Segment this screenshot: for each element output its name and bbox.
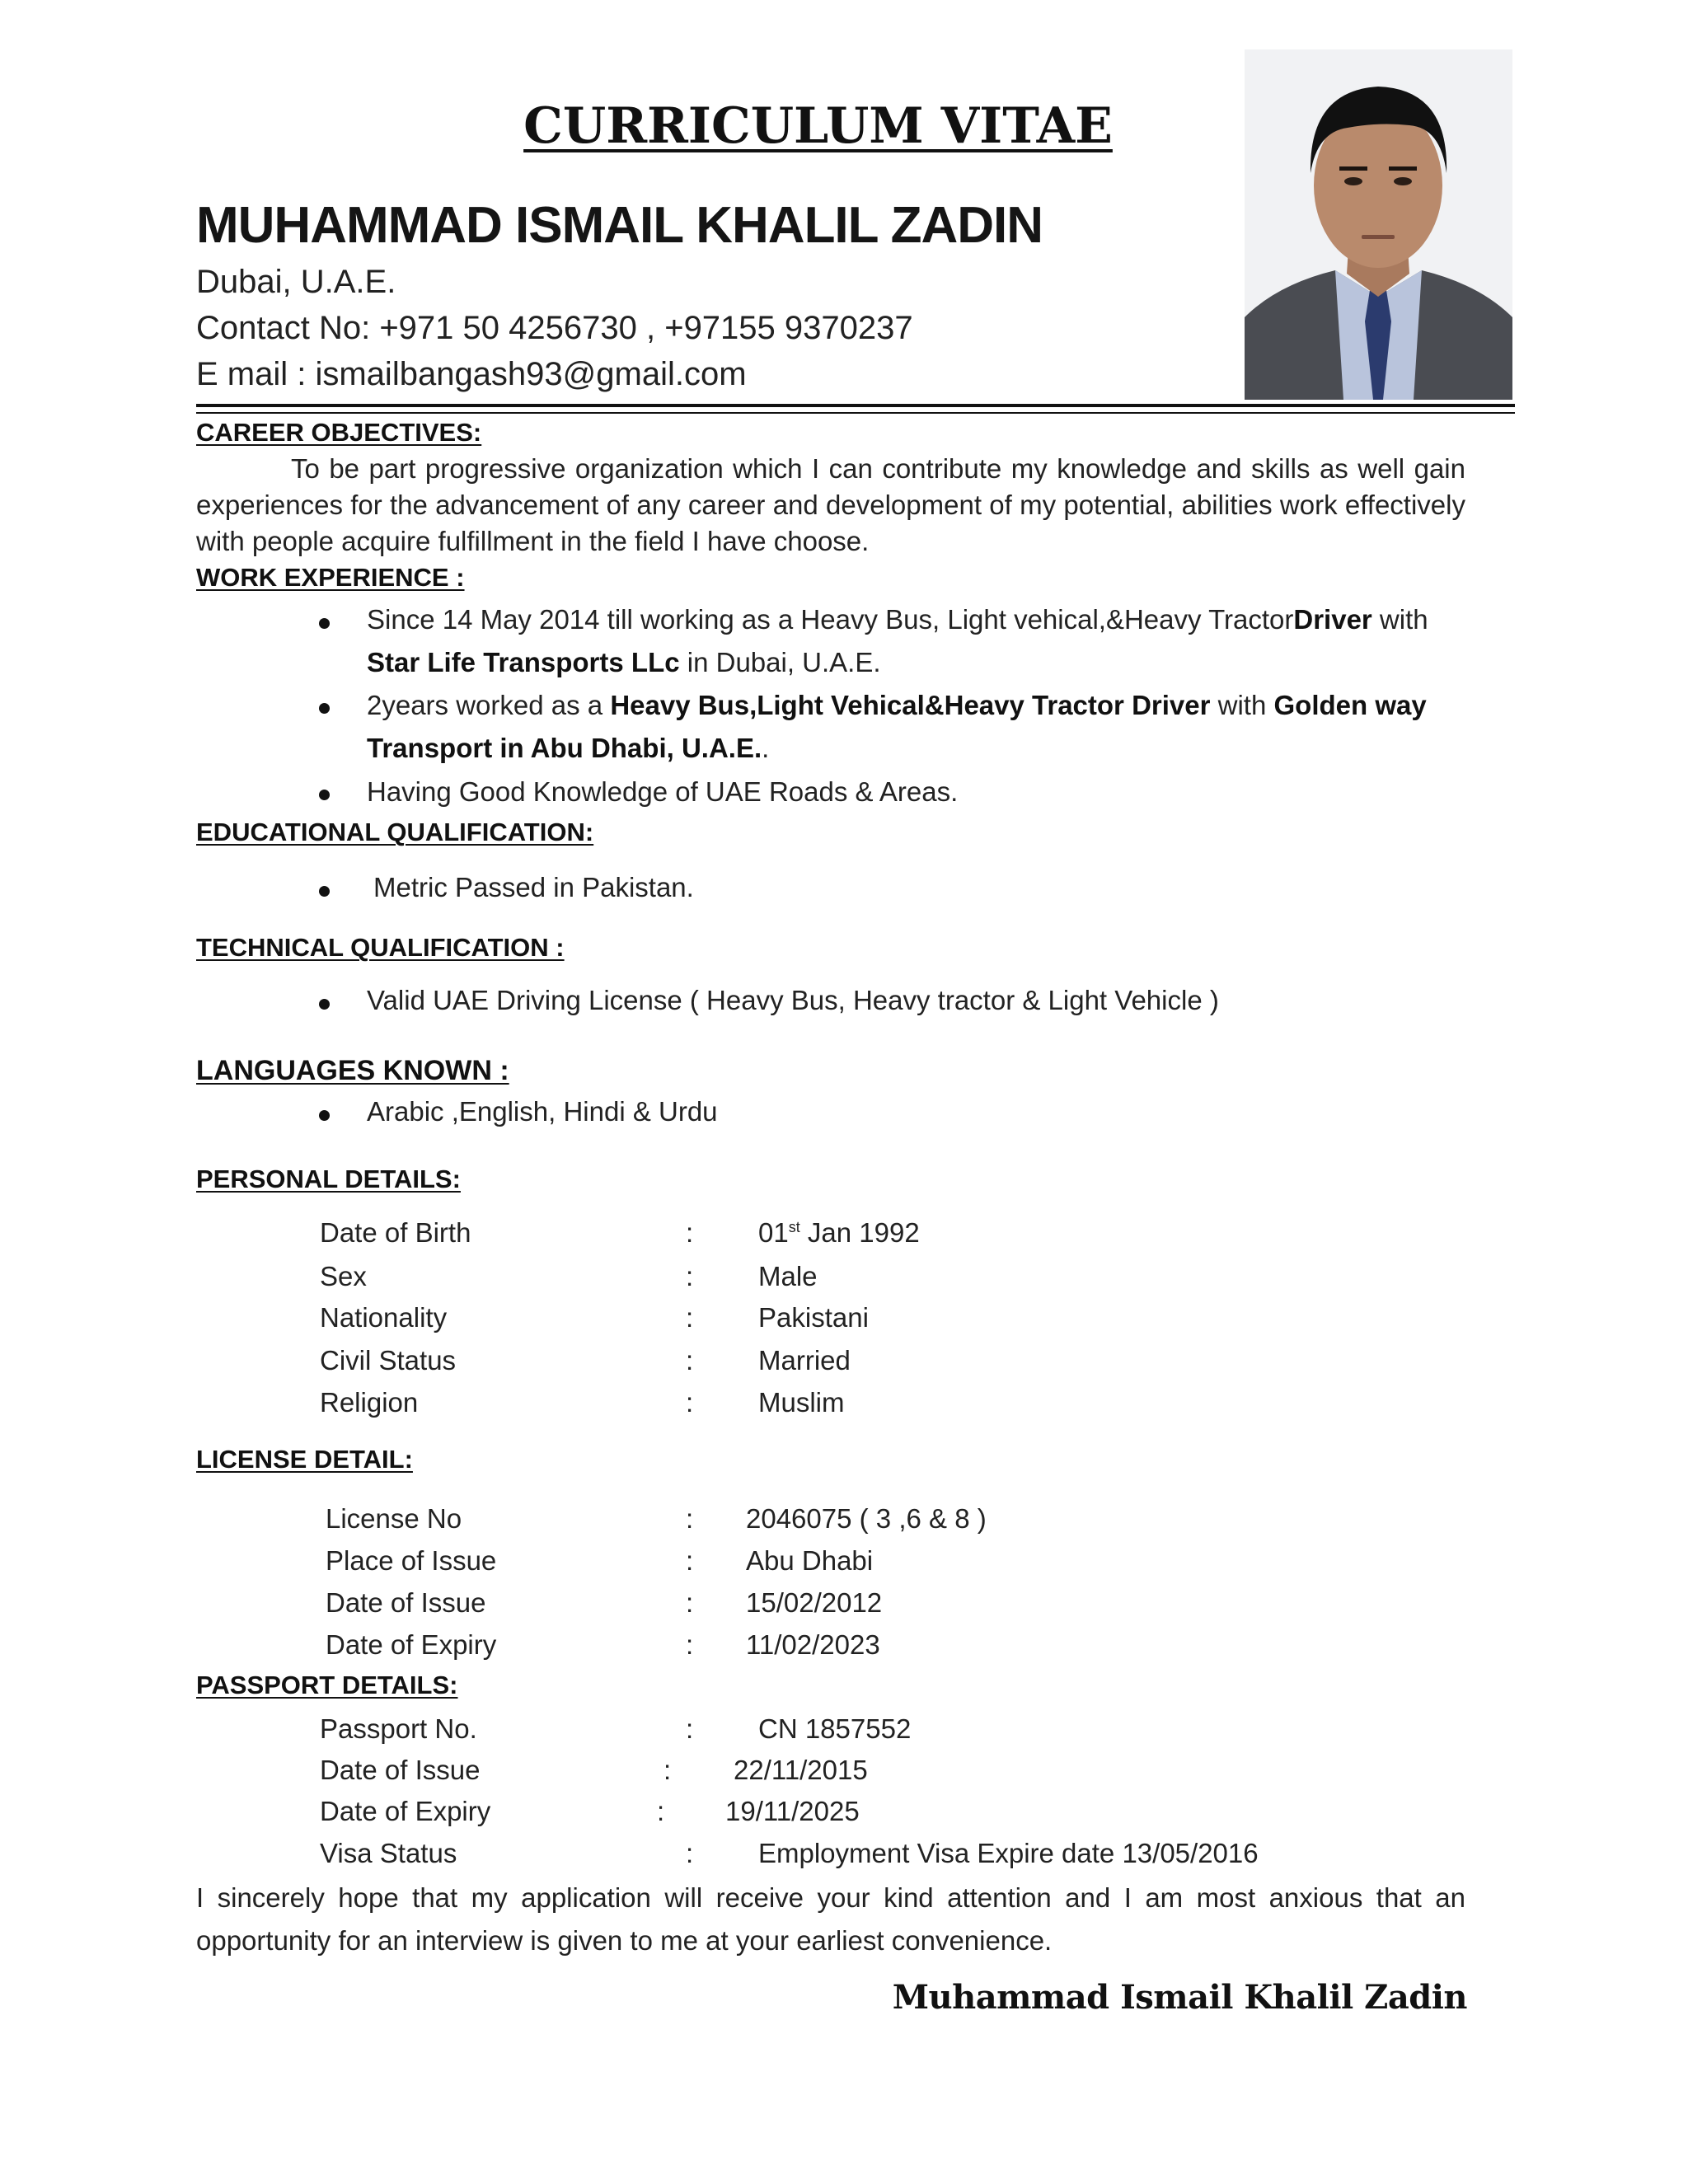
colon: :	[686, 1545, 694, 1576]
place-of-issue-value: Abu Dhabi	[746, 1545, 874, 1576]
closing-statement: I sincerely hope that my application will receive your kind attention and I am most anxious that an opportunity for an interview is given to me at your earliest convenience.	[196, 1882, 1465, 1956]
dob-label: Date of Birth	[320, 1217, 471, 1248]
technical-heading: TECHNICAL QUALIFICATION :	[196, 933, 565, 962]
career-objectives-text: To be part progressive organization which I can contribute my knowledge and skills as well gain experiences for the advancement of any career and development of my potential, abilities work effectively with people acquire fulfillment in the field I have choose.	[196, 453, 1465, 556]
colon: :	[686, 1587, 694, 1618]
career-objectives-heading: CAREER OBJECTIVES:	[196, 418, 482, 447]
dob-value: 01st Jan 1992	[758, 1217, 920, 1248]
document-title: CURRICULUM VITAE	[523, 97, 1113, 155]
sex-value: Male	[758, 1261, 818, 1291]
header-rule-thick	[196, 404, 1515, 407]
passport-date-of-expiry-label: Date of Expiry	[320, 1796, 491, 1826]
visa-status-value: Employment Visa Expire date 13/05/2016	[758, 1838, 1259, 1868]
education-heading: EDUCATIONAL QUALIFICATION:	[196, 818, 594, 846]
work-experience-heading: WORK EXPERIENCE :	[196, 563, 465, 592]
passport-details-heading: PASSPORT DETAILS:	[196, 1671, 458, 1699]
languages-item-1: Arabic ,English, Hindi & Urdu	[367, 1096, 718, 1127]
colon: :	[686, 1838, 694, 1868]
bullet-icon	[319, 1110, 330, 1121]
license-date-of-issue-label: Date of Issue	[326, 1587, 486, 1618]
license-date-of-expiry-label: Date of Expiry	[326, 1629, 497, 1660]
work-item-2-line-1: 2years worked as a Heavy Bus,Light Vehical&Heavy Tractor Driver with Golden way	[367, 690, 1427, 720]
languages-heading: LANGUAGES KNOWN :	[196, 1055, 509, 1086]
religion-label: Religion	[320, 1387, 419, 1418]
colon: :	[686, 1503, 694, 1534]
portrait-image	[1245, 49, 1512, 400]
colon: :	[686, 1261, 694, 1291]
colon: :	[657, 1796, 665, 1826]
nationality-value: Pakistani	[758, 1302, 869, 1333]
license-date-of-issue-value: 15/02/2012	[746, 1587, 883, 1618]
bullet-icon	[319, 703, 330, 714]
colon: :	[686, 1713, 694, 1744]
colon: :	[686, 1345, 694, 1376]
bullet-icon	[319, 790, 330, 800]
technical-item-1: Valid UAE Driving License ( Heavy Bus, Heavy tractor & Light Vehicle )	[367, 985, 1219, 1015]
bullet-icon	[319, 999, 330, 1010]
signature-name: Muhammad Ismail Khalil Zadin	[892, 1978, 1467, 2017]
header-rule-thin	[196, 412, 1515, 414]
place-of-issue-label: Place of Issue	[326, 1545, 497, 1576]
education-item-1: Metric Passed in Pakistan.	[373, 872, 694, 902]
colon: :	[686, 1217, 694, 1248]
colon: :	[686, 1302, 694, 1333]
colon: :	[686, 1387, 694, 1418]
license-date-of-expiry-value: 11/02/2023	[746, 1629, 880, 1660]
civil-status-value: Married	[758, 1345, 851, 1376]
colon: :	[686, 1629, 694, 1660]
passport-no-value: CN 1857552	[758, 1713, 912, 1744]
license-detail-heading: LICENSE DETAIL:	[196, 1445, 413, 1474]
passport-date-of-expiry-value: 19/11/2025	[725, 1796, 860, 1826]
license-no-value: 2046075 ( 3 ,6 & 8 )	[746, 1503, 987, 1534]
personal-details-heading: PERSONAL DETAILS:	[196, 1165, 461, 1193]
work-item-2-line-2: Transport in Abu Dhabi, U.A.E..	[367, 733, 770, 763]
visa-status-label: Visa Status	[320, 1838, 457, 1868]
bullet-icon	[319, 886, 330, 897]
passport-no-label: Passport No.	[320, 1713, 477, 1744]
contact-numbers: Contact No: +971 50 4256730 , +97155 9370237	[196, 310, 913, 346]
nationality-label: Nationality	[320, 1302, 448, 1333]
work-item-1-line-2: Star Life Transports LLc in Dubai, U.A.E.	[367, 647, 881, 677]
location: Dubai, U.A.E.	[196, 264, 396, 300]
civil-status-label: Civil Status	[320, 1345, 457, 1376]
bullet-icon	[319, 618, 330, 629]
passport-date-of-issue-label: Date of Issue	[320, 1755, 481, 1785]
profile-photo	[1245, 49, 1512, 400]
religion-value: Muslim	[758, 1387, 845, 1418]
work-item-3: Having Good Knowledge of UAE Roads & Areas.	[367, 776, 959, 807]
license-no-label: License No	[326, 1503, 462, 1534]
sex-label: Sex	[320, 1261, 367, 1291]
passport-date-of-issue-value: 22/11/2015	[734, 1755, 868, 1785]
applicant-name: MUHAMMAD ISMAIL KHALIL ZADIN	[196, 197, 1043, 254]
email: E mail : ismailbangash93@gmail.com	[196, 356, 747, 392]
colon: :	[663, 1755, 672, 1785]
work-item-1-line-1: Since 14 May 2014 till working as a Heavy Bus, Light vehical,&Heavy TractorDriver with	[367, 604, 1428, 635]
